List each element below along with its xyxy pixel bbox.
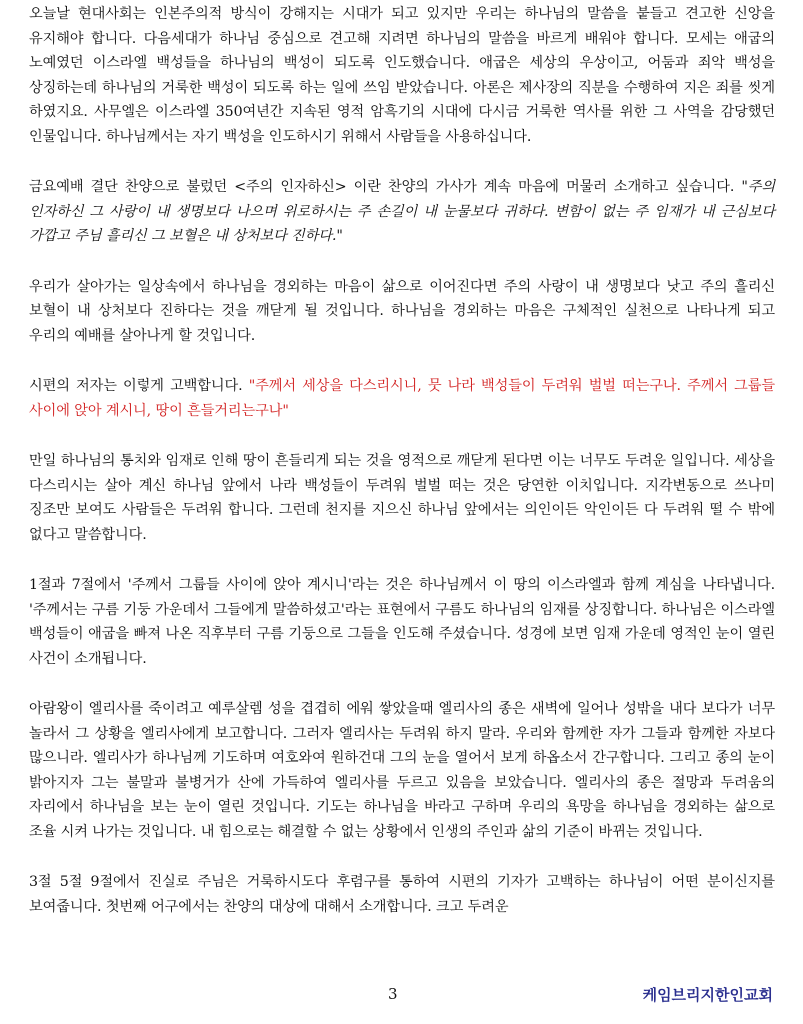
- paragraph-verses-1-7: 1절과 7절에서 '주께서 그룹들 사이에 앉아 계시니'라는 것은 하나님께서 이 땅의 이스라엘과 함께 계심을 나타냅니다. '주께서는 구름 기둥 가운데서 그들에게 말씀하셨고'라는 표현에서 구름도 하나님의 임재를 상징합니다. 하나님은 이스라엘 백성들이 애굽을 빠져 나온 직후부터 구름 기둥으로 그들을 인도해 주셨습니다. 성경에 보면 임재 가운데 영적인 눈이 열린 사건이 소개됩니다.: [29, 577, 775, 667]
- paragraph-intro: 오늘날 현대사회는 인본주의적 방식이 강해지는 시대가 되고 있지만 우리는 하나님의 말씀을 붙들고 견고한 신앙을 유지해야 합니다. 다음세대가 하나님 중심으로 견고해 지려면 하나님의 말씀을 바르게 배워야 합니다. 모세는 애굽의 노예였던 이스라엘 백성들을 하나님의 백성이 되도록 인도했습니다. 애굽은 세상의 우상이고, 어둠과 죄악 백성을 상징하는데 하나님의 거룩한 백성이 되도록 하는 일에 쓰임 받았습니다. 아론은 제사장의 직분을 수행하여 지은 죄를 씻게 하였지요. 사무엘은 이스라엘 350여년간 지속된 영적 암흑기의 시대에 다시금 거룩한 역사를 위한 그 사역을 감당했던 인물입니다. 하나님께서는 자기 백성을 인도하시기 위해서 사람들을 사용하십니다.: [29, 6, 775, 145]
- page-number: 3: [388, 985, 398, 1003]
- document-body: [29, 2, 775, 945]
- paragraph-daily-life: 우리가 살아가는 일상속에서 하나님을 경외하는 마음이 삶으로 이어진다면 주의 사랑이 내 생명보다 낫고 주의 흘리신 보혈이 내 상처보다 진하다는 것을 깨닫게 될 것입니다. 하나님을 경외하는 마음은 구체적인 실천으로 나타나게 되고 우리의 예배를 살아나게 할 것입니다.: [29, 278, 775, 344]
- hymn-lyrics-quote: "주의 인자하신 그 사랑이 내 생명보다 나으며 위로하시는 주 손길이 내 눈물보다 귀하다. 변함이 없는 주 임재가 내 근심보다 가깝고 주님 흘리신 그 보혈은 내 상처보다 진하다.": [29, 179, 775, 244]
- psalm-quote: "주께서 세상을 다스리시니, 뭇 나라 백성들이 두려워 벌벌 떠는구나. 주께서 그룹들 사이에 앉아 계시니, 땅이 흔들거리는구나": [29, 378, 775, 419]
- paragraph-verses-3-5-9: 3절 5절 9절에서 진실로 주님은 거룩하시도다 후렴구를 통하여 시편의 기자가 고백하는 하나님이 어떤 분이신지를 보여줍니다. 첫번째 어구에서는 찬양의 대상에 대해서 소개합니다. 크고 두려운: [29, 874, 775, 915]
- paragraph-fear: 만일 하나님의 통치와 임재로 인해 땅이 흔들리게 되는 것을 영적으로 깨닫게 된다면 이는 너무도 두려운 일입니다. 세상을 다스리시는 살아 계신 하나님 앞에서 나라 백성들이 두려워 벌벌 떠는 것은 당연한 이치입니다. 지각변동으로 쓰나미 징조만 보여도 사람들은 두려워 합니다. 그런데 천지를 지으신 하나님 앞에서는 의인이든 악인이든 다 두려워 떨 수 밖에 없다고 말씀합니다.: [29, 453, 775, 543]
- paragraph-hymn-text: 금요예배 결단 찬양으로 불렀던 <주의 인자하신> 이란 찬양의 가사가 계속 마음에 머물러 소개하고 싶습니다.: [29, 179, 742, 195]
- church-name: 케임브리지한인교회: [642, 986, 773, 1004]
- paragraph-psalm: [29, 374, 775, 423]
- paragraph-hymn: [29, 175, 775, 249]
- paragraph-elisha: 아람왕이 엘리사를 죽이려고 예루살렘 성을 겹겹히 에워 쌓았을때 엘리사의 종은 새벽에 일어나 성밖을 내다 보다가 너무 놀라서 그 상황을 엘리사에게 보고합니다. 그러자 엘리사는 두려워 하지 말라. 우리와 함께한 자가 그들과 함께한 자보다 많으니라. 엘리사가 하나님께 기도하며 여호와여 원하건대 그의 눈을 열어서 보게 하옵소서 간구합니다. 그리고 종의 눈이 밝아지자 그는 불말과 불병거가 산에 가득하여 엘리사를 두르고 있음을 보았습니다. 엘리사의 종은 절망과 두려움의 자리에서 하나님을 보는 눈이 열린 것입니다. 기도는 하나님을 바라고 구하며 우리의 욕망을 하나님을 경외하는 삶으로 조율 시켜 나가는 것입니다. 내 힘으로는 해결할 수 없는 상황에서 인생의 주인과 삶의 기준이 바뀌는 것입니다.: [29, 701, 775, 840]
- paragraph-psalm-text: 시편의 저자는 이렇게 고백합니다.: [29, 378, 249, 394]
